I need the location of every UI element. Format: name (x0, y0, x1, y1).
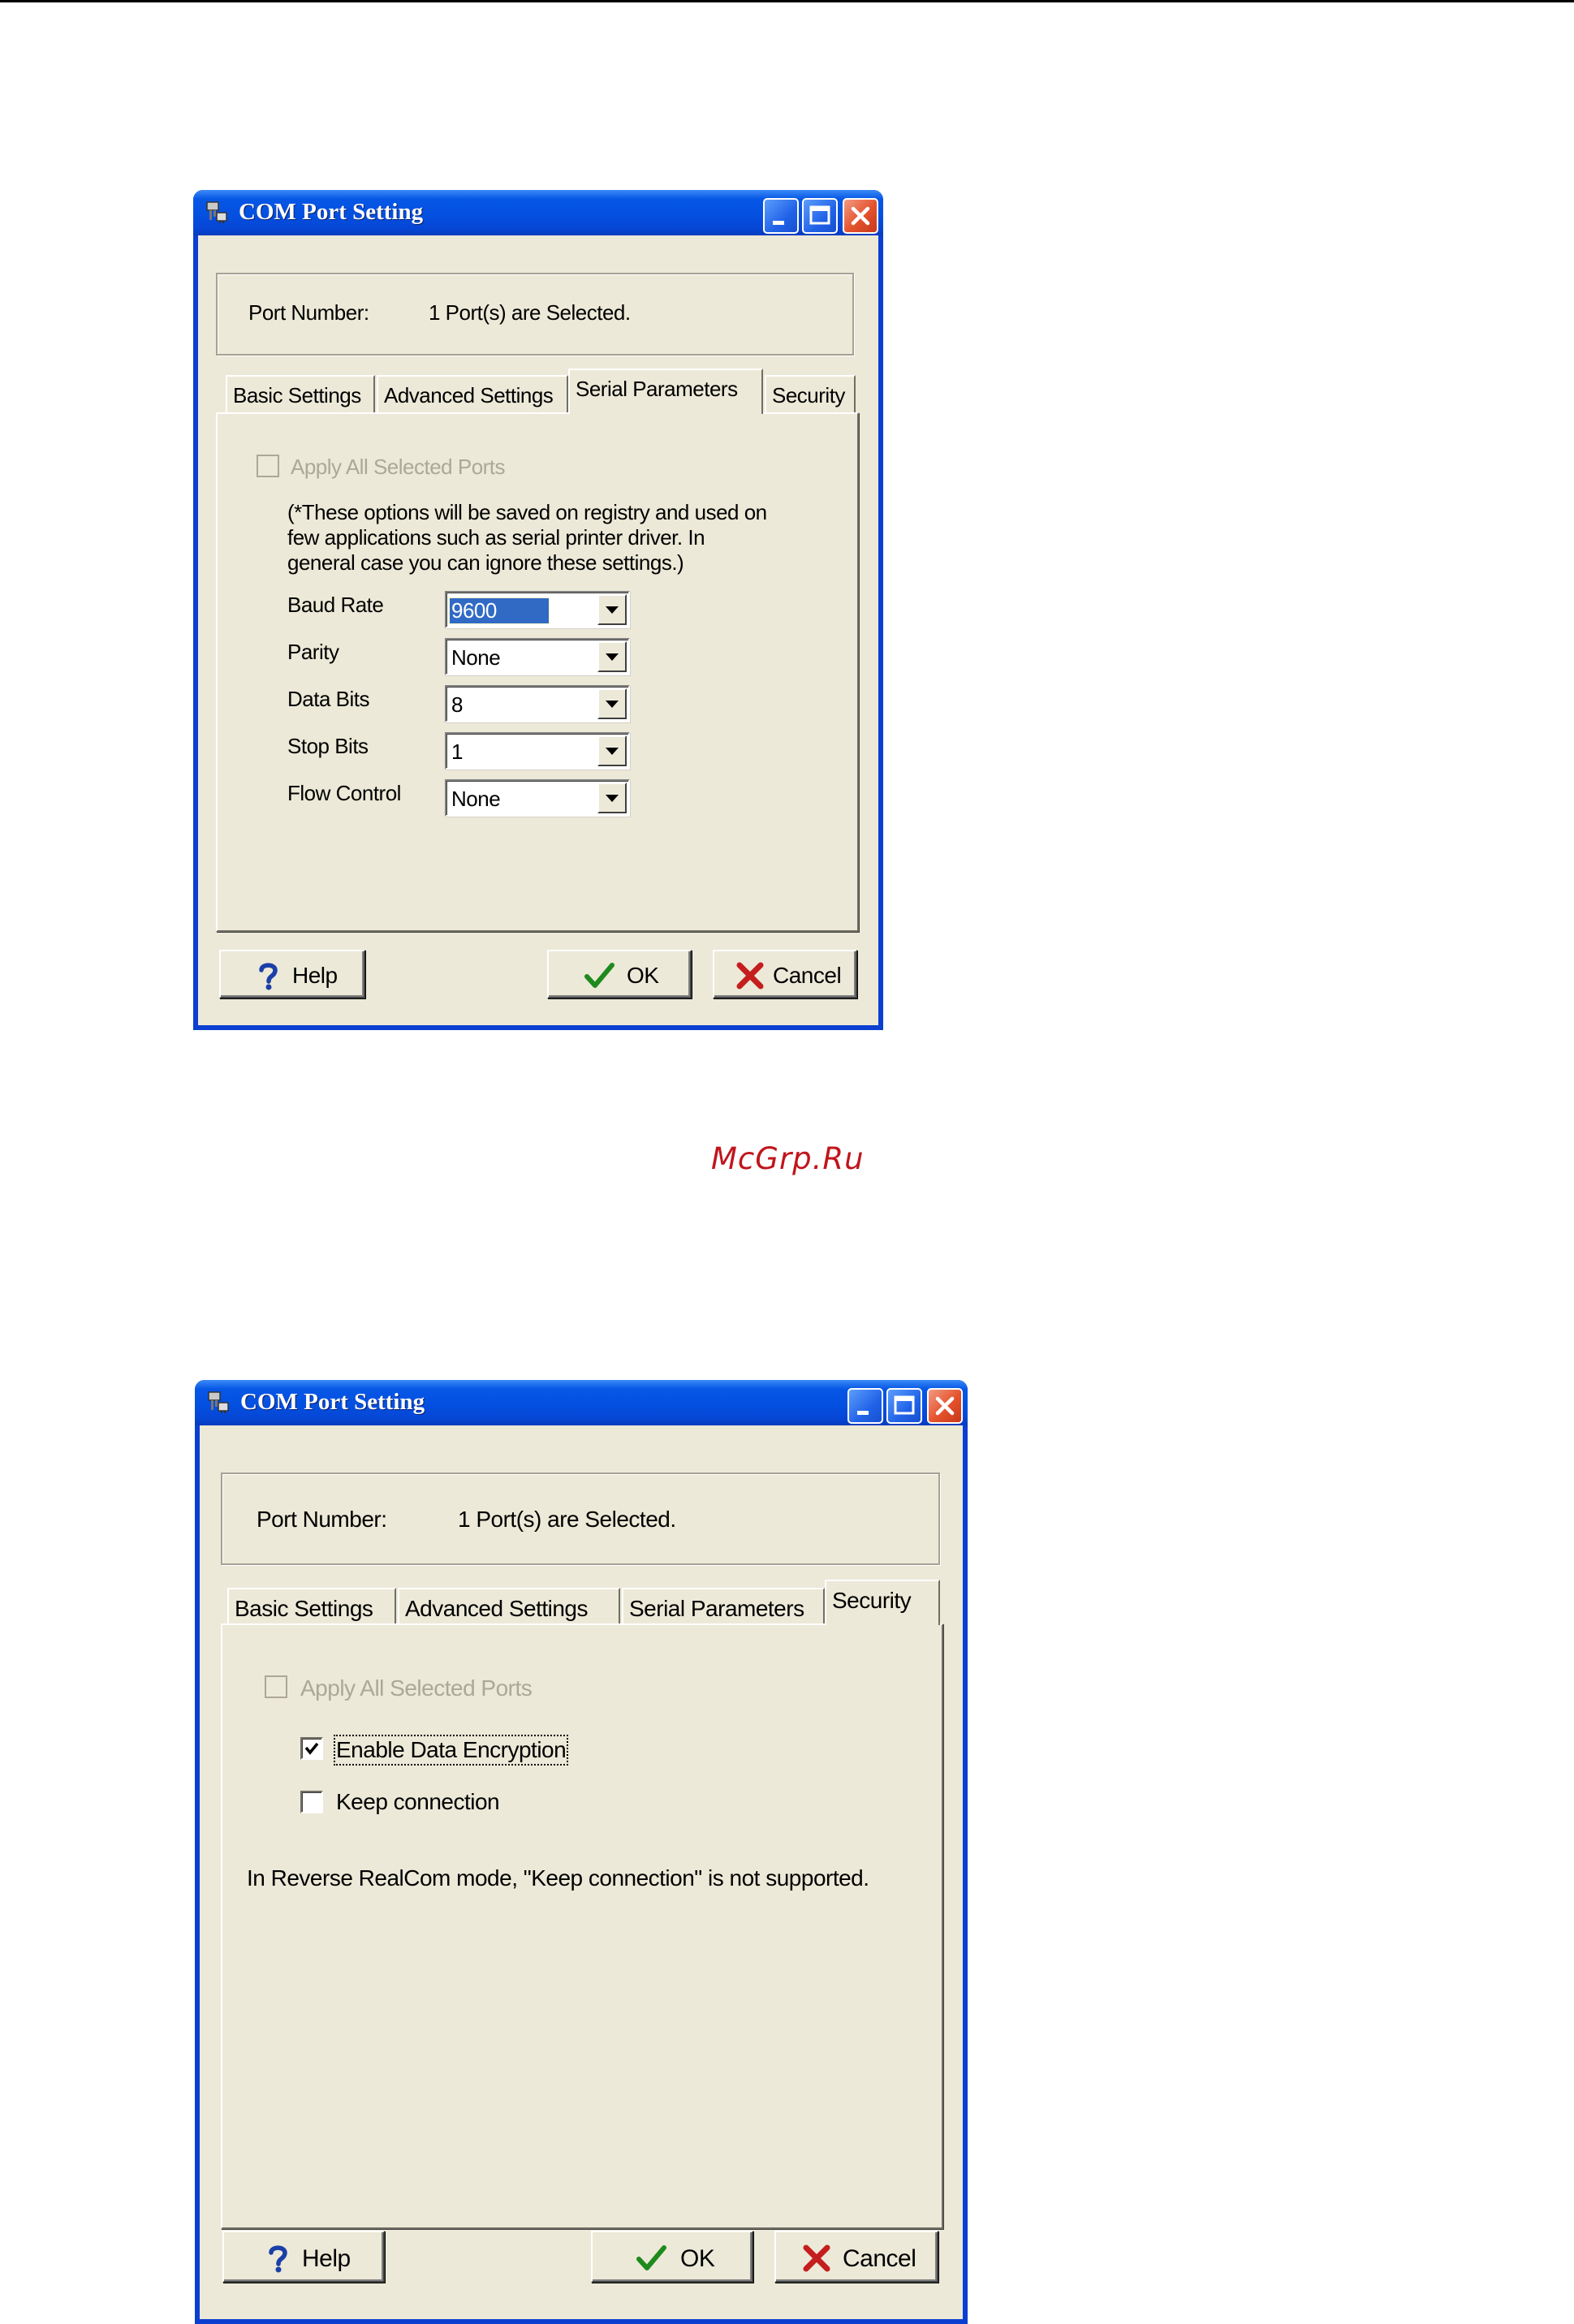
maximize-icon (888, 1390, 921, 1422)
help-button-label: Help (292, 963, 338, 988)
apply-all-label: Apply All Selected Ports (300, 1675, 533, 1701)
stop-bits-label: Stop Bits (287, 734, 369, 758)
maximize-icon (804, 200, 836, 232)
flow-control-value: None (451, 787, 501, 811)
close-icon (844, 200, 877, 232)
stop-bits-combo[interactable] (445, 732, 630, 770)
minimize-icon (765, 200, 797, 232)
enable-encryption-checkbox[interactable] (300, 1737, 323, 1760)
title-bar[interactable] (193, 190, 883, 235)
cancel-x-icon (735, 961, 765, 990)
stop-bits-value: 1 (451, 739, 463, 764)
cancel-button[interactable] (774, 2231, 938, 2283)
cancel-button-label: Cancel (843, 2245, 916, 2272)
parity-dropdown-button[interactable] (597, 641, 627, 672)
chevron-down-icon (606, 701, 619, 709)
note-line-1: (*These options will be saved on registry and used on (287, 500, 767, 524)
flow-control-label: Flow Control (287, 781, 401, 805)
enable-encryption-label[interactable]: Enable Data Encryption (336, 1737, 567, 1762)
help-question-icon (253, 961, 282, 990)
minimize-button[interactable] (763, 198, 799, 234)
ok-button[interactable] (547, 950, 692, 998)
close-button[interactable] (843, 198, 878, 234)
serial-parameters-panel (216, 412, 859, 932)
tab-security[interactable]: Security (765, 375, 856, 412)
reverse-realcom-note: In Reverse RealCom mode, "Keep connection" is not supported. (247, 1865, 869, 1891)
baud-rate-combo[interactable] (445, 591, 630, 628)
parity-combo[interactable] (445, 638, 630, 675)
window-title: COM Port Setting (240, 1389, 425, 1415)
port-number-value: 1 Port(s) are Selected. (429, 300, 631, 325)
minimize-icon (849, 1390, 882, 1422)
help-question-icon (263, 2244, 292, 2273)
security-panel (221, 1623, 943, 2229)
flow-control-combo[interactable] (445, 779, 630, 817)
window-title: COM Port Setting (239, 199, 424, 225)
parity-label: Parity (287, 640, 339, 664)
baud-rate-dropdown-button[interactable] (597, 594, 627, 625)
note-line-3: general case you can ignore these settings.) (287, 550, 684, 575)
checkmark-icon (583, 961, 615, 990)
chevron-down-icon (606, 606, 619, 614)
checkmark-icon (633, 2244, 669, 2273)
title-bar[interactable] (195, 1380, 968, 1425)
tab-basic-settings[interactable]: Basic Settings (227, 1588, 396, 1625)
ok-button-label: OK (680, 2245, 715, 2272)
tab-advanced-settings[interactable]: Advanced Settings (398, 1588, 620, 1625)
close-icon (929, 1390, 961, 1422)
com-port-setting-dialog-serial (193, 190, 883, 1030)
tab-serial-parameters[interactable]: Serial Parameters (568, 369, 763, 414)
maximize-button[interactable] (886, 1388, 922, 1424)
maximize-button[interactable] (802, 198, 838, 234)
note-line-2: few applications such as serial printer driver. In (287, 525, 705, 550)
keep-connection-label[interactable]: Keep connection (336, 1789, 500, 1814)
port-number-value: 1 Port(s) are Selected. (458, 1507, 676, 1532)
cancel-button-label: Cancel (773, 963, 842, 988)
stop-bits-dropdown-button[interactable] (597, 735, 627, 766)
minimize-button[interactable] (847, 1388, 883, 1424)
flow-control-dropdown-button[interactable] (597, 783, 627, 813)
tab-basic-settings[interactable]: Basic Settings (226, 375, 375, 412)
page-top-rule (0, 0, 1574, 2)
tab-security[interactable]: Security (825, 1580, 940, 1625)
help-button-label: Help (302, 2245, 351, 2272)
keep-connection-checkbox[interactable] (300, 1791, 323, 1813)
data-bits-value: 8 (451, 692, 463, 717)
watermark-text: McGrp.Ru (711, 1141, 865, 1176)
apply-all-label: Apply All Selected Ports (291, 455, 506, 479)
baud-rate-label: Baud Rate (287, 593, 384, 617)
serial-port-app-icon (206, 1390, 231, 1414)
ok-button[interactable] (591, 2231, 753, 2283)
chevron-down-icon (606, 795, 619, 803)
com-port-setting-dialog-security (195, 1380, 968, 2324)
data-bits-combo[interactable] (445, 685, 630, 722)
apply-all-checkbox[interactable] (257, 455, 279, 477)
ok-button-label: OK (627, 963, 659, 988)
data-bits-dropdown-button[interactable] (597, 688, 627, 719)
chevron-down-icon (606, 653, 619, 662)
cancel-x-icon (802, 2244, 831, 2273)
help-button[interactable] (222, 2231, 385, 2283)
tab-serial-parameters[interactable]: Serial Parameters (622, 1588, 825, 1625)
apply-all-checkbox[interactable] (265, 1675, 287, 1698)
chevron-down-icon (606, 748, 619, 756)
close-button[interactable] (927, 1388, 963, 1424)
baud-rate-value: 9600 (450, 598, 549, 623)
port-number-label: Port Number: (257, 1507, 387, 1532)
tab-advanced-settings[interactable]: Advanced Settings (377, 375, 568, 412)
cancel-button[interactable] (713, 950, 857, 998)
port-number-label: Port Number: (248, 300, 369, 325)
serial-port-app-icon (205, 200, 229, 224)
data-bits-label: Data Bits (287, 687, 369, 711)
help-button[interactable] (219, 950, 365, 998)
checkmark-icon (303, 1740, 321, 1757)
parity-value: None (451, 645, 501, 670)
